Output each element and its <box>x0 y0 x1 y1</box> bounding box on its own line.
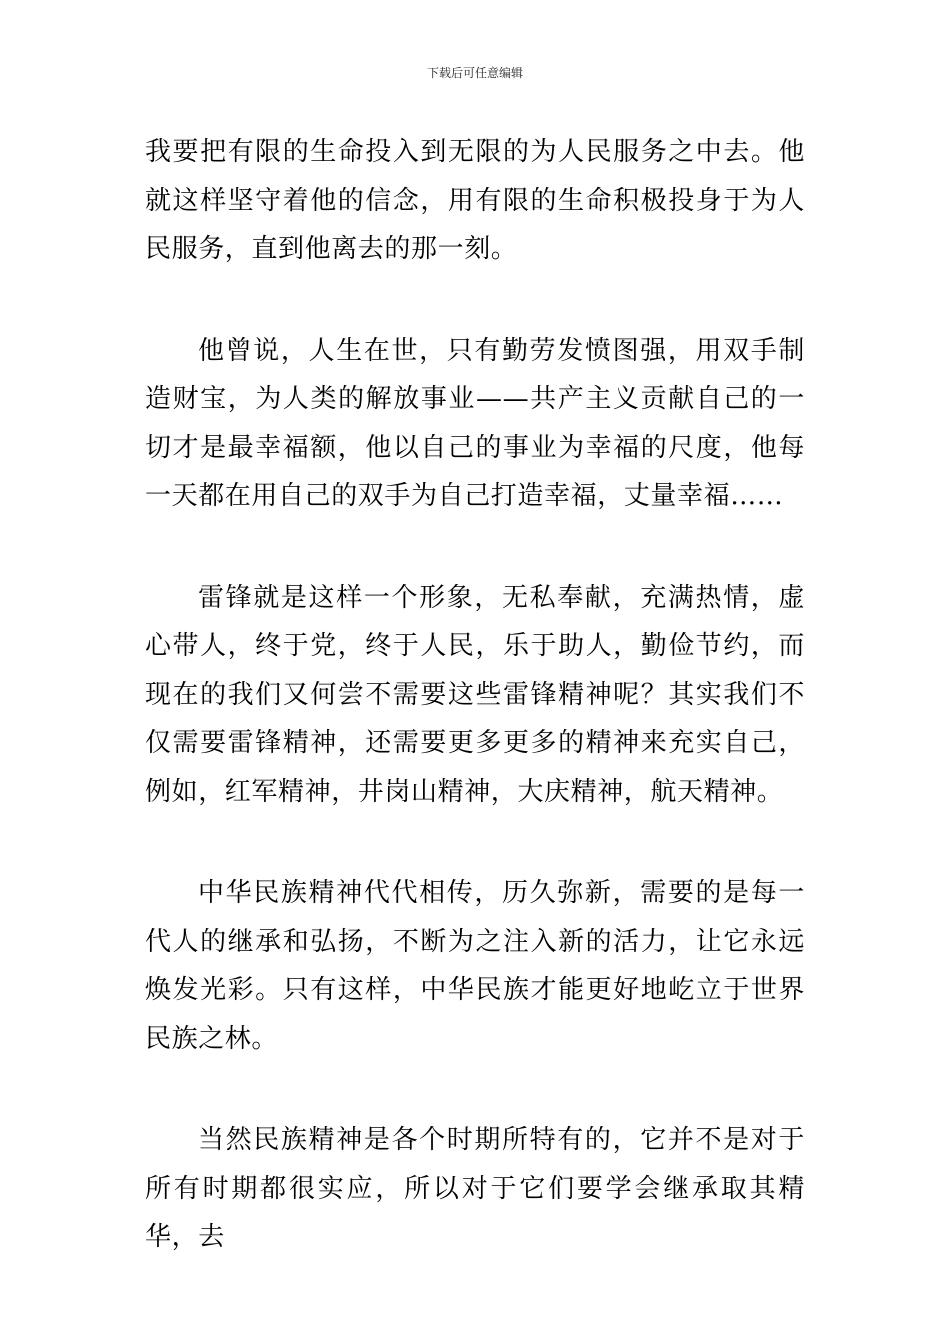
paragraph-2: 他曾说，人生在世，只有勤劳发愤图强，用双手制造财宝，为人类的解放事业——共产主义贡献自己的一切才是最幸福额，他以自己的事业为幸福的尺度，他每一天都在用自己的双手为自己打造幸福，丈量幸福…… <box>145 335 805 511</box>
paragraph-3: 雷锋就是这样一个形象，无私奉献，充满热情，虚心带人，终于党，终于人民，乐于助人，勤俭节约，而现在的我们又何尝不需要这些雷锋精神呢？其实我们不仅需要雷锋精神，还需要更多更多的精神来充实自己，例如，红军精神，井岗山精神，大庆精神，航天精神。 <box>145 582 805 807</box>
paragraph-4: 中华民族精神代代相传，历久弥新，需要的是每一代人的继承和弘扬，不断为之注入新的活力，让它永远焕发光彩。只有这样，中华民族才能更好地屹立于世界民族之林。 <box>145 878 805 1054</box>
document-body <box>145 128 805 1262</box>
paragraph-5: 当然民族精神是各个时期所特有的，它并不是对于所有时期都很实应，所以对于它们要学会继承取其精华，去 <box>145 1125 805 1252</box>
paragraph-1: 我要把有限的生命投入到无限的为人民服务之中去。他就这样坚守着他的信念，用有限的生命积极投身于为人民服务，直到他离去的那一刻。 <box>145 137 805 264</box>
page-header: 下载后可任意编辑 <box>426 66 523 80</box>
